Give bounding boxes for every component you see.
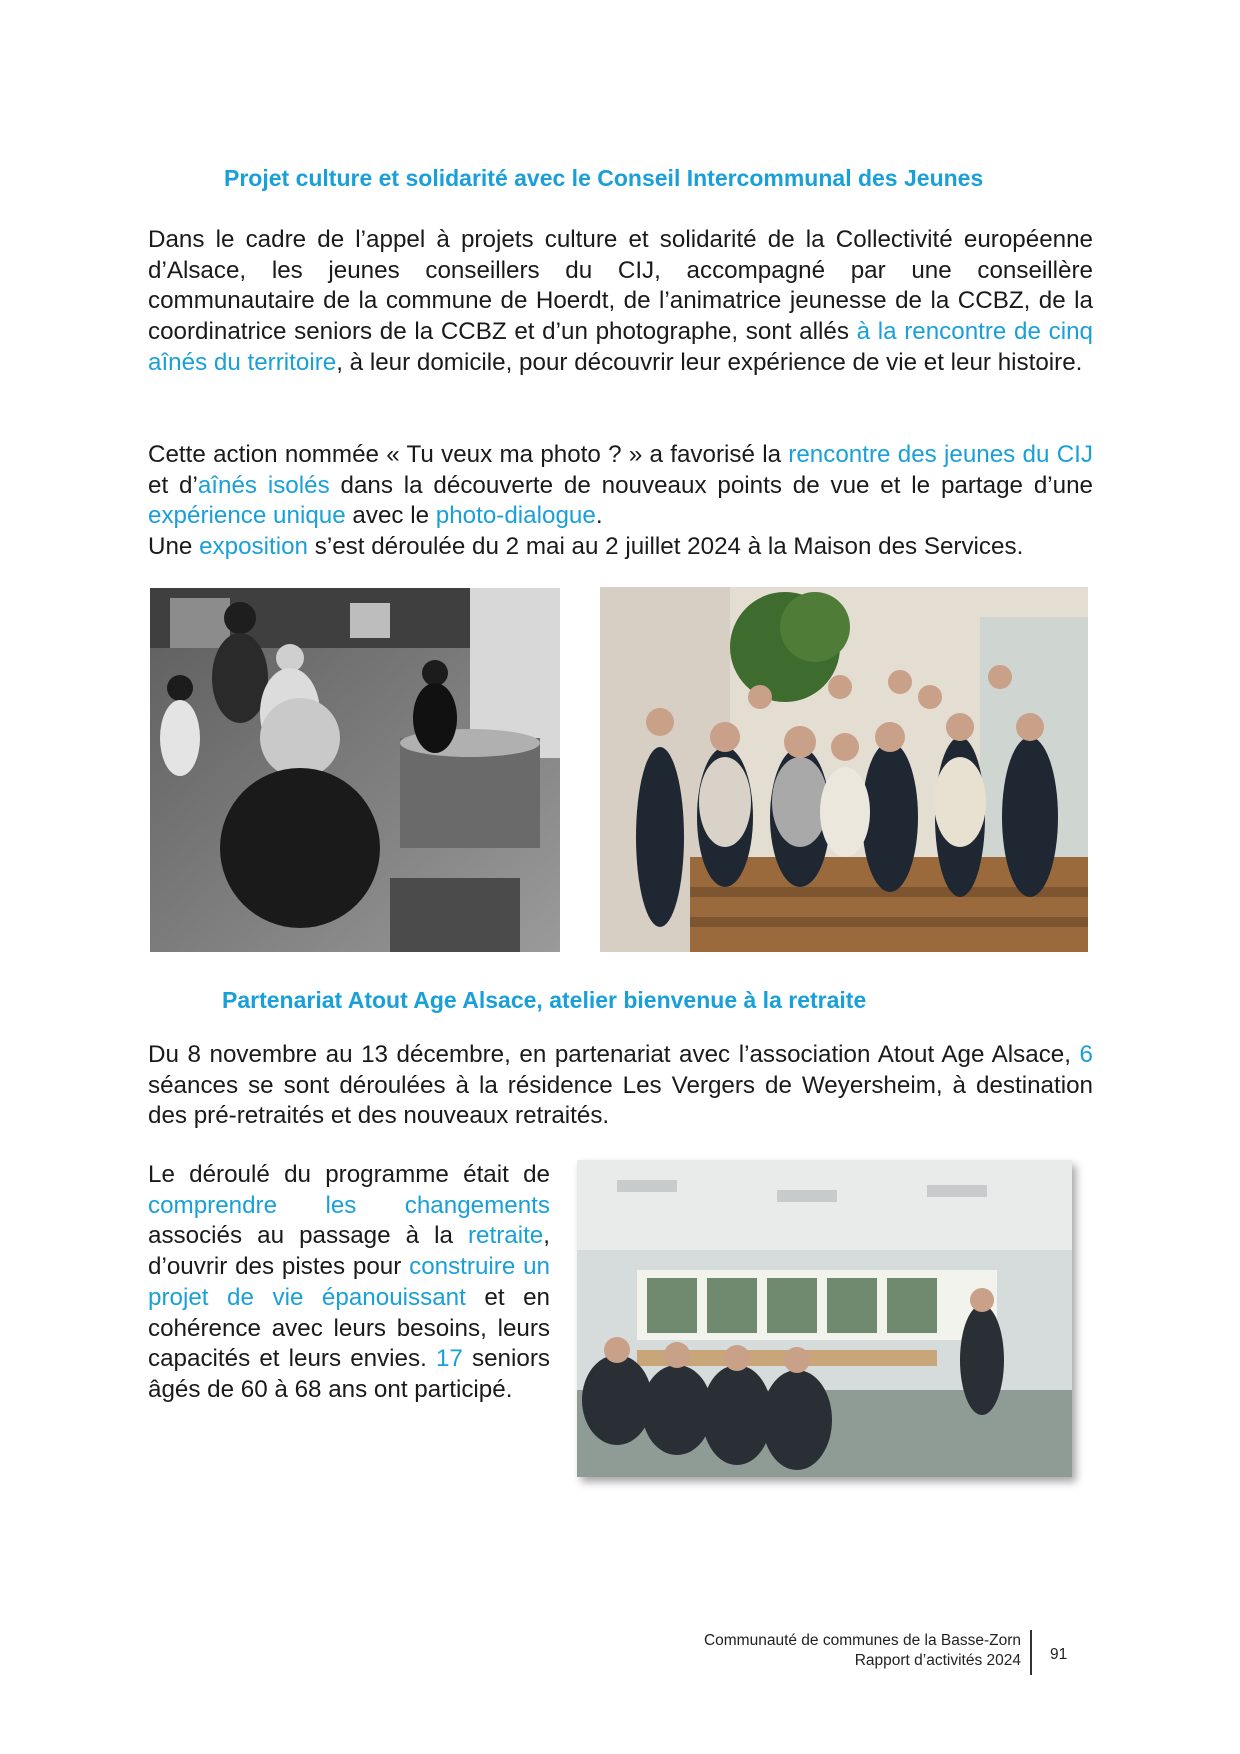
photo-living-room-visit (150, 588, 560, 952)
section-title-atout-age: Partenariat Atout Age Alsace, atelier bienvenue à la retraite (222, 987, 867, 1013)
footer-divider (1030, 1630, 1032, 1675)
page-number: 91 (1050, 1646, 1068, 1663)
paragraph-atout-age-program: Le déroulé du programme était de comprendre les changements associés au passage à la retraite, d’ouvrir des pistes pour construire un projet de vie épanouissant et en cohérence avec leurs besoins, leurs capacités et leurs envies. 17 seniors âgés de 60 à 68 ans ont participé. (148, 1161, 550, 1403)
photo-group-cij-seniors (600, 587, 1088, 952)
footer-report-title: Rapport d’activités 2024 (854, 1652, 1021, 1669)
paragraph-cij-action: Cette action nommée « Tu veux ma photo ? » a favorisé la rencontre des jeunes du CIJ et d’aînés isolés dans la découverte de nouveaux points de vue et le partage d’une expérience unique avec le photo-dialogue. Une exposition s’est déroulée du 2 mai au 2 juillet 2024 à la Maison des Services. (148, 441, 1093, 561)
footer-organization: Communauté de communes de la Basse-Zorn (703, 1632, 1021, 1649)
section-title-cij: Projet culture et solidarité avec le Conseil Intercommunal des Jeunes (224, 165, 984, 191)
paragraph-atout-age-intro: Du 8 novembre au 13 décembre, en partenariat avec l’association Atout Age Alsace, 6 séances se sont déroulées à la résidence Les Vergers de Weyersheim, à destination des pré-retraités et des nouveaux retraités. (148, 1041, 1093, 1130)
paragraph-cij-intro: Dans le cadre de l’appel à projets culture et solidarité de la Collectivité européenne d’Alsace, les jeunes conseillers du CIJ, accompagné par une conseillère communautaire de la commune de Hoerdt, de l’animatrice jeunesse de la CCBZ, de la coordinatrice seniors de la CCBZ et d’un photographe, sont allés à la rencontre de cinq aînés du territoire, à leur domicile, pour découvrir leur expérience de vie et leur histoire. (148, 226, 1093, 376)
photo-retirement-workshop (577, 1160, 1072, 1477)
